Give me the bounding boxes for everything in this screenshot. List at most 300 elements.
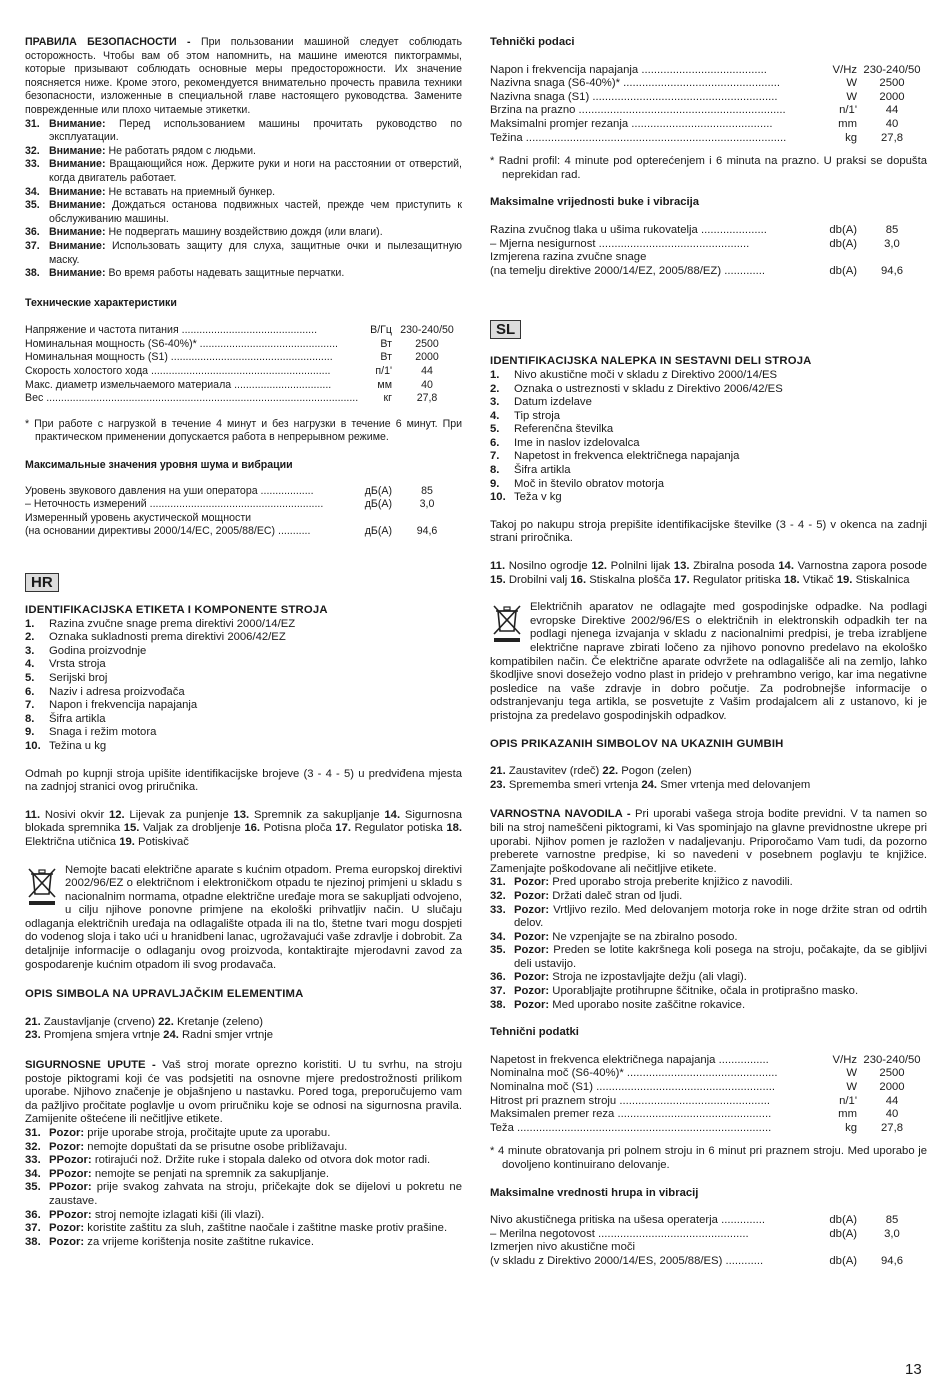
spec-value: 230-240/50 [863,1053,921,1066]
hr-tech-title: Tehnički podaci [490,36,575,48]
label-item-text: Vrsta stroja [49,658,106,671]
label-item [25,672,462,686]
hr-label-title: IDENTIFIKACIJSKA ETIKETA I KOMPONENTE STROJA [25,604,328,616]
spec-label: Nazivna snaga (S6-40%)* .................................................. [490,77,781,90]
noise-row [490,224,927,238]
spec-row [490,1067,927,1081]
spec-unit: кг [383,392,392,405]
warning-keyword: PPozor: [49,1154,92,1167]
spec-unit: В/Гц [370,324,392,337]
component-name: Potiskivač [138,835,189,848]
spec-label: Измеренный уровень акустической мощности [25,511,252,524]
spec-unit: db(A) [829,223,857,236]
label-item-number: 6. [490,436,500,449]
warning-keyword: Pozor: [514,998,550,1011]
noise-row [490,265,927,279]
warning-item [25,118,462,145]
label-item [25,618,462,632]
component-name: Vtikač [802,573,834,586]
warning-number: 37. [25,239,40,252]
spec-unit: Вт [380,337,392,350]
label-item [25,713,462,727]
label-item [490,478,927,492]
ru-spec-note: * При работе с нагрузкой в течение 4 минут и без нагрузки в течение 6 минут. При практическом применении допускается работа в непрерывном режиме. [25,417,462,444]
label-item [490,491,927,505]
hr-order-text: Odmah po kupnji stroja upišite identifikacijske brojeve (3 - 4 - 5) u predviđena mjesta na zadnjoj stranici ovog priručnika. [25,767,462,794]
spec-value: 27,8 [416,392,438,405]
sl-symbols-title: OPIS PRIKAZANIH SIMBOLOV NA UKAZNIH GUMBIH [490,737,784,750]
warning-item [25,158,462,185]
sl-tech-title: Tehnični podatki [490,1026,579,1039]
warning-item [25,1209,462,1223]
crossed-bin-icon [25,866,59,906]
label-item-number: 7. [25,699,35,712]
spec-label: Brzina na prazno .................................................................. [490,104,786,117]
hr-label-items [25,618,462,754]
spec-row [490,1095,927,1109]
label-item-number: 7. [490,450,500,463]
spec-value: 3,0 [884,1227,900,1240]
component-name: Drobilni valj [508,573,568,586]
spec-value: 3,0 [419,498,435,511]
symbol-row [490,765,927,779]
spec-unit: n/1' [839,1094,857,1107]
ru-noise-table [25,485,462,539]
label-item-number: 9. [25,726,35,739]
warning-item [490,944,927,971]
component-name: Električna utičnica [25,835,117,848]
spec-label: (на основании директивы 2000/14/EC, 2005/88/EC) ........... [25,525,311,538]
spec-unit: дБ(A) [364,484,392,497]
ru-safety-text: При пользовании машиной следует соблюдать осторожность. Чтобы вам об этом напомнить, на машине имеются пиктограммы, которые призывают соблюдать основные меры предосторожности. Их значение поясняется ниже. Кроме этого, рекомендуется внимательно прочесть правила техники безопасности, изложенные в специальной главе настоящего руководства. Замените поврежденные или плохо читаемые этикетки. [25,36,463,116]
spec-label: Скорость холостого хода ............................................................. [25,365,331,378]
warning-keyword: Внимание: [49,267,106,280]
label-item [490,410,927,424]
label-item-text: Šifra artikla [514,464,571,477]
warning-text [49,267,462,281]
ru-noise-title: Максимальные значения уровня шума и вибрации [25,459,293,472]
hr-symbols-title: OPIS SIMBOLA NA UPRAVLJAČKIM ELEMENTIMA [25,988,304,1001]
hr-weee-block [25,864,462,973]
component-number: 15. [490,573,506,586]
label-item-number: 2. [490,382,500,395]
symbol-text: Pogon (zelen) [621,765,692,778]
warning-item [490,876,927,890]
spec-value: 27,8 [881,131,903,144]
spec-row [490,1108,927,1122]
spec-unit: W [846,77,857,90]
spec-unit: дБ(A) [364,498,392,511]
symbol-number: 21. [25,1015,41,1028]
symbol-text: Promjena smjera vrtnje [43,1029,161,1042]
warning-body: Stroja ne izpostavljajte dežju (ali vlagi). [552,971,747,984]
spec-unit: db(A) [829,237,857,250]
warning-item [490,999,927,1013]
spec-row [490,1122,927,1136]
label-item-text: Napetost in frekvenca električnega napajanja [514,450,740,463]
label-item [25,726,462,740]
spec-unit: W [846,1081,857,1094]
warning-item [490,890,927,904]
symbol-number: 24. [163,1029,179,1042]
warning-body: Med uporabo nosite zaščitne rokavice. [552,998,746,1011]
symbol-text: Kretanje (zeleno) [177,1015,264,1028]
spec-row [490,1081,927,1095]
label-item-number: 6. [25,685,35,698]
warning-text [49,1127,462,1141]
warning-body: prije svakog zahvata na stroju, pričekajte dok se dijelovi u pokretu ne zaustave. [49,1181,462,1207]
warning-item [490,985,927,999]
warning-number: 36. [25,1208,41,1221]
warning-keyword: Pozor: [49,1222,85,1235]
warning-item [25,240,462,267]
warning-number: 34. [25,1167,41,1180]
spec-row [490,104,927,118]
hr-safety-paragraph [25,1059,462,1127]
symbol-row [490,779,927,793]
spec-value: 44 [885,104,899,117]
spec-value [392,512,462,526]
warning-body: Использовать защиту для слуха, защитные очки и пылезащитную маску. [49,239,462,266]
symbol-text: Sprememba smeri vrtenja [508,778,639,791]
spec-label: Izmerjen nivo akustične moči [490,1241,636,1254]
hr-noise-title: Maksimalne vrijednosti buke i vibracija [490,196,700,209]
spec-value: 27,8 [881,1121,903,1134]
warning-keyword: Pozor: [514,971,550,984]
warning-text [514,904,927,931]
spec-unit: V/Hz [832,1053,857,1066]
spec-unit: мм [377,378,392,391]
symbol-text: Zaustavljanje (crveno) [43,1015,155,1028]
warning-body: Ne vzpenjajte se na zbiralno posodo. [552,930,738,943]
warning-item [25,1168,462,1182]
warning-text [514,971,927,985]
component-name: Regulator pritiska [692,573,781,586]
spec-value: 2000 [879,1081,905,1094]
spec-unit: n/1' [839,104,857,117]
spec-unit: W [846,90,857,103]
component-number: 19. [836,573,853,586]
warning-item [25,1141,462,1155]
warning-number: 32. [25,1140,41,1153]
warning-body: za vrijeme korištenja nosite zaštitne rukavice. [87,1235,314,1248]
spec-label: – Merilna negotovost ................................................ [490,1227,749,1240]
spec-label: Izmjerena razina zvučne snage [490,251,647,264]
spec-unit: mm [838,1108,857,1121]
label-item [490,437,927,451]
warning-keyword: Внимание: [49,185,106,198]
spec-value: 230-240/50 [400,324,454,337]
warning-body: Перед использованием машины прочитать руководство по эксплуатации. [49,117,462,144]
hr-symbols-list [25,1016,462,1043]
spec-value: 44 [885,1094,899,1107]
label-item-number: 5. [490,423,500,436]
symbol-number: 23. [490,778,506,791]
label-item [25,686,462,700]
label-item [25,658,462,672]
warning-body: Не подвергать машину воздействию дождя (или влаги). [108,226,383,239]
spec-unit: W [846,1067,857,1080]
spec-unit: mm [838,117,857,130]
warning-item [25,267,462,281]
ru-specs-table [25,324,462,406]
warning-text [49,199,462,226]
spec-label: Макс. диаметр измельчаемого материала ................................. [25,378,332,391]
label-item-number: 8. [490,464,500,477]
warning-number: 38. [25,1235,41,1248]
warning-body: koristite zaštitu za sluh, zaštitne naočale i zaštitne maske protiv prašine. [87,1222,448,1235]
warning-text [49,1209,462,1223]
sl-spec-note: * 4 minute obratovanja pri polnem stroju in 6 minut pri praznem stroju. Med uporabo je dovoljeno kontinuirano delovanje. [490,1145,927,1171]
ru-tech-title: Технические характеристики [25,296,177,309]
component-number: 17. [335,822,352,835]
warning-item [25,1236,462,1250]
sl-language-tag: SL [490,320,927,339]
label-item-number: 4. [490,409,500,422]
label-item [490,369,927,383]
spec-value: 2500 [879,77,905,90]
label-item-text: Serijski broj [49,671,108,684]
label-item-text: Snaga i režim motora [49,726,157,739]
warning-text [514,890,927,904]
component-name: Zbiralna posoda [693,560,775,573]
warning-text [49,1154,462,1168]
right-column [490,36,927,1269]
label-item-number: 10. [25,739,41,752]
spec-label: Номинальная мощность (S1) ....................................................... [25,351,333,364]
component-name: Nosilno ogrodje [508,560,588,573]
label-item-text: Godina proizvodnje [49,644,147,657]
sl-safety-text: Pri uporabi vašega stroja bodite previdni. V ta namen so bili na stroj nameščeni piktogrami, ki Vas spominjajo na glavne previdnostne ukrepe pri uporabi. Njihov pomen je razložen v nadaljevanju. Priporočamo Vam tudi, da pozorno preberete varnostne predpise, ki so navedeni v posebnem poglavju te knjižice. Zamenjajte poškodovane ali nečitljive etikete. [490,808,928,875]
noise-row [490,1255,927,1269]
ru-warnings-list [25,118,462,281]
component-name: Stiskalnica [855,573,910,586]
warning-number: 38. [25,267,40,280]
hr-warnings-list [25,1127,462,1249]
spec-label: Nazivna snaga (S1) ........................................................... [490,90,778,103]
warning-number: 37. [490,985,506,998]
component-number: 18. [783,573,800,586]
warning-number: 35. [490,944,506,957]
hr-noise-table [490,224,927,278]
component-number: 11. [25,808,41,821]
sl-noise-title: Maksimalne vrednosti hrupa in vibracij [490,1186,699,1199]
component-name: Lijevak za punjenje [129,808,229,821]
symbol-text: Smer vrtenja med delovanjem [660,778,811,791]
component-number: 14. [384,808,401,821]
label-item-number: 10. [490,491,506,504]
label-item-number: 4. [25,658,35,671]
warning-keyword: Pozor: [514,903,550,916]
component-number: 13. [233,808,250,821]
spec-unit: db(A) [829,264,857,277]
spec-value: 85 [885,1214,899,1227]
warning-keyword: Внимание: [49,158,106,171]
noise-row [25,525,462,539]
spec-label: Teža ................................................................................. [490,1121,772,1134]
component-number: 18. [446,822,463,835]
sl-noise-table [490,1214,927,1268]
spec-value: 2000 [879,90,905,103]
component-name: Spremnik za sakupljanje [253,808,380,821]
warning-keyword: Внимание: [49,239,106,252]
warning-item [490,904,927,931]
label-item-text: Oznaka o ustreznosti v skladu z Direktivo 2006/42/ES [514,382,783,395]
warning-item [25,186,462,200]
hr-weee-text: Nemojte bacati električne aparate s kućnim otpadom. Prema europskoj direktivi 2002/96/EZ o električnom i elektroničkom otpadu te njezinoj primjeni u skladu s nacionalnim normama, otpadne električne uređaje mora se sakupljati odvojeno, u cilju njihove ponovne primjene na ekološki prihvatljiv način. U slučaju odlaganja električnih uređaja na odlagalište otpada ili na tlo, štetne tvari mogu dospjeti do vodenog sloja i tako ući u hranidbeni lanac, ugrožavajući vaše zdravlje i dobrobit. Za detaljnije informacije o odlaganju ovog proizvoda, kontaktirajte mjerodavni zavod za gospodarenje kućnim otpadom ili svog prodavača. [25,863,462,971]
warning-keyword: Pozor: [49,1140,85,1153]
warning-text [49,145,462,159]
warning-number: 34. [25,185,40,198]
sl-specs-table [490,1054,927,1136]
spec-value: 40 [885,1108,899,1121]
spec-unit: Вт [380,351,392,364]
label-item [490,464,927,478]
warning-text [514,999,927,1013]
spec-label: Nominalna moč (S6-40%)* ................................................ [490,1067,778,1080]
component-name: Polnilni lijak [610,560,671,573]
warning-item [25,199,462,226]
component-name: Regulator potiska [354,822,443,835]
spec-unit: V/Hz [832,63,857,76]
label-item-text: Nivo akustične moči v skladu z Direktivo 2000/14/ES [514,368,778,381]
symbol-row [25,1029,462,1043]
spec-label: Napon i frekvencija napajanja ........................................ [490,63,767,76]
noise-row [490,1228,927,1242]
left-column [25,36,462,1249]
component-number: 12. [591,560,608,573]
sl-label-items [490,369,927,505]
spec-unit: db(A) [829,1214,857,1227]
spec-value [857,251,927,265]
label-item-text: Referenčna številka [514,423,614,436]
spec-label: – Неточность измерений ........................................................... [25,498,324,511]
label-item [25,740,462,754]
warning-keyword: Pozor: [514,985,550,998]
label-item [490,396,927,410]
component-number: 19. [119,835,135,848]
spec-label: (v skladu z Direktivo 2000/14/ES, 2005/88/ES) ............ [490,1254,764,1267]
spec-value: 40 [885,117,899,130]
warning-body: Preden se lotite kakršnega koli posega na stroju, počakajte, da se gibljivi deli ustavijo. [514,944,928,970]
spec-unit: kg [845,1121,857,1134]
symbol-text: Zaustavitev (rdeč) [508,765,600,778]
spec-value: 40 [421,378,433,391]
warning-body: stroj nemojte izlagati kiši (ili vlazi). [94,1208,265,1221]
label-item-text: Težina u kg [49,739,107,752]
ru-safety-paragraph [25,36,462,118]
warning-keyword: Внимание: [49,226,106,239]
hr-safety-title: SIGURNOSNE UPUTE - [25,1059,156,1072]
sl-label-title: IDENTIFIKACIJSKA NALEPKA IN SESTAVNI DELI STROJA [490,355,812,368]
warning-number: 31. [490,876,506,889]
warning-number: 38. [490,998,506,1011]
noise-row [25,512,462,526]
warning-keyword: PPozor: [49,1208,92,1221]
warning-item [25,145,462,159]
warning-number: 31. [25,117,40,130]
warning-text [49,1222,462,1236]
noise-row [490,1214,927,1228]
spec-value [857,1241,927,1255]
warning-body: Вращающийся нож. Держите руки и ноги на расстоянии от отверстий, когда двигатель работает. [49,158,462,184]
warning-text [49,1181,462,1208]
warning-body: Uporabljajte protihrupne ščitnike, očala in protiprašno masko. [552,985,859,998]
warning-number: 34. [490,930,506,943]
component-number: 15. [123,822,140,835]
label-item-text: Ime in naslov izdelovalca [514,436,640,449]
spec-label: Maksimalni promjer rezanja ............................................. [490,117,773,130]
spec-label: – Mjerna nesigurnost ................................................ [490,237,750,250]
symbol-text: Radni smjer vrtnje [182,1029,274,1042]
spec-value: 94,6 [416,525,438,538]
warning-body: Во время работы надевать защитные перчатки. [108,267,345,280]
label-item-text: Šifra artikla [49,712,106,725]
warning-number: 33. [25,1154,41,1167]
warning-keyword: Внимание: [49,117,106,130]
label-item [25,699,462,713]
sl-weee-text: Električnih aparatov ne odlagajte med gospodinjske odpadke. Na podlagi evropske Direktive 2002/96/ES o električnih in elektronskih odpadkih ter na podlagi njenega izvajanja v skladu z nacionalnimi predpisi, je treba izrabljene električne naprave zbirati ločeno za njihovo ponovno predelavo na ekološko kompatibilen način. Če električne aparate odvržete na odlagališče ali na zemljo, lahko škodljive snovi dosežejo vodno plast in pridejo v prehrambno verigo, kar ima negativne posledice na vaše zdravje in dobro počutje. Za podrobnejše informacije o odstranjevanju tega artikla, se posvetujte z Vašim prodajalcem ali z ustanovo, ki je pristojna za predelavo gospodinjskih odpadkov. [490,601,927,722]
warning-item [490,931,927,945]
noise-row [25,498,462,512]
spec-row [25,338,462,352]
label-item-number: 3. [25,644,35,657]
spec-unit: дБ(A) [364,525,392,538]
page-number: 13 [905,1361,922,1378]
warning-text [514,985,927,999]
warning-number: 33. [490,903,506,916]
symbol-number: 22. [602,765,619,778]
warning-number: 36. [25,226,40,239]
label-item-text: Tip stroja [514,409,561,422]
spec-label: (na temelju direktive 2000/14/EZ, 2005/88/EZ) ............. [490,264,766,277]
label-item-number: 1. [490,368,500,381]
warning-text [49,240,462,267]
component-number: 14. [778,560,794,573]
component-number: 13. [673,560,690,573]
label-item-text: Razina zvučne snage prema direktivi 2000/14/EZ [49,617,296,630]
symbol-number: 24. [641,778,658,791]
warning-body: Pred uporabo stroja preberite knjižico z navodili. [552,876,793,889]
spec-value: 85 [885,223,899,236]
spec-label: Napetost in frekvenca električnega napajanja ................ [490,1053,769,1066]
spec-row [490,64,927,78]
sl-warnings-list [490,876,927,1012]
label-item-number: 8. [25,712,35,725]
label-item [490,450,927,464]
spec-value: 85 [421,484,433,497]
noise-row [490,251,927,265]
warning-number: 35. [25,199,40,212]
warning-body: rotirajući nož. Držite ruke i stopala daleko od otvora dok motor radi. [94,1154,431,1167]
warning-body: nemojte se penjati na spremnik za sakupljanje. [94,1167,330,1180]
warning-text [514,931,927,945]
spec-row [25,365,462,379]
label-item-number: 2. [25,631,35,644]
warning-keyword: Pozor: [514,930,550,943]
component-name: Nosivi okvir [44,808,105,821]
sl-order-text: Takoj po nakupu stroja prepišite identifikacijske številke (3 - 4 - 5) v okenca na zadnji strani priročnika. [490,518,927,545]
symbol-number: 23. [25,1029,41,1042]
spec-label: Напряжение и частота питания .............................................. [25,324,318,337]
noise-row [490,238,927,252]
component-number: 16. [244,822,261,835]
spec-row [25,324,462,338]
spec-value: 94,6 [881,1254,903,1267]
ru-safety-title: ПРАВИЛА БЕЗОПАСНОСТИ - [25,36,191,48]
spec-unit: kg [845,131,857,144]
label-item [25,645,462,659]
